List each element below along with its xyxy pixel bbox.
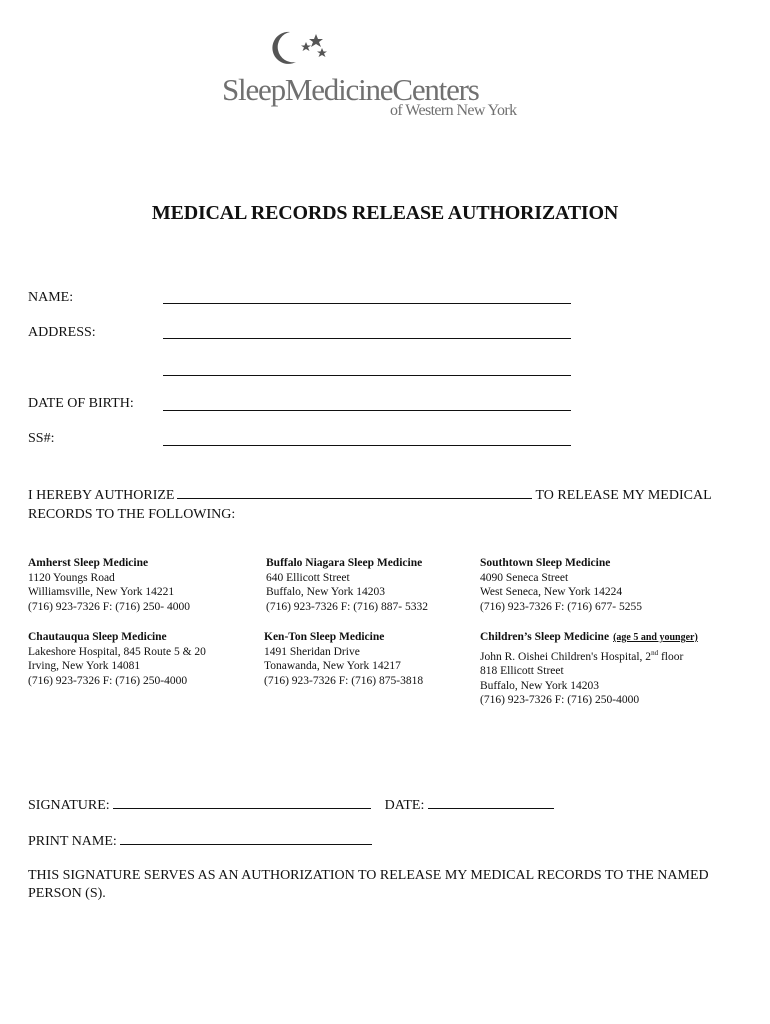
address-label: ADDRESS: <box>28 325 96 340</box>
signature-label: SIGNATURE: <box>28 798 110 813</box>
location-phone: (716) 923-7326 F: (716) 250- 4000 <box>28 600 190 613</box>
page-title: MEDICAL RECORDS RELEASE AUTHORIZATION <box>151 202 619 224</box>
location-phone: (716) 923-7326 F: (716) 250-4000 <box>480 694 640 707</box>
location-name: Chautauqua Sleep Medicine <box>28 631 167 643</box>
location-chautauqua <box>28 630 206 688</box>
location-ken-ton <box>264 630 423 688</box>
location-city: Buffalo, New York 14203 <box>266 586 385 599</box>
location-name: Amherst Sleep Medicine <box>28 557 149 569</box>
location-city: Williamsville, New York 14221 <box>28 586 175 599</box>
location-phone: (716) 923-7326 F: (716) 875-3818 <box>264 674 424 687</box>
authorize-suffix: TO RELEASE MY MEDICAL <box>535 488 712 503</box>
location-phone: (716) 923-7326 F: (716) 887- 5332 <box>266 600 428 613</box>
location-city: Irving, New York 14081 <box>28 660 141 673</box>
authorize-line2: RECORDS TO THE FOLLOWING: <box>28 507 236 522</box>
location-street: 4090 Seneca Street <box>480 571 569 584</box>
authorize-party-field[interactable] <box>177 485 532 499</box>
print-name-label: PRINT NAME: <box>28 834 117 849</box>
date-label: DATE: <box>384 798 425 813</box>
location-childrens <box>480 630 698 708</box>
ss-field[interactable] <box>163 445 571 446</box>
logo-wordmark: SleepMedicineCenters <box>222 72 479 107</box>
location-amherst <box>28 556 190 614</box>
authorize-statement <box>28 485 758 524</box>
location-name: Southtown Sleep Medicine <box>480 557 611 569</box>
location-street: 1491 Sheridan Drive <box>264 645 360 658</box>
moon-stars-icon <box>250 28 332 68</box>
location-street: Lakeshore Hospital, 845 Route 5 & 20 <box>28 645 206 658</box>
age-note: (age 5 and younger) <box>613 632 698 643</box>
location-street: 818 Ellicott Street <box>480 665 564 678</box>
location-street: 640 Ellicott Street <box>266 571 350 584</box>
location-buffalo-niagara <box>266 556 428 614</box>
authorization-statement: THIS SIGNATURE SERVES AS AN AUTHORIZATION TO RELEASE MY MEDICAL RECORDS TO THE NAMED PERSON (S). <box>28 868 709 901</box>
location-street: 1120 Youngs Road <box>28 571 115 584</box>
location-phone: (716) 923-7326 F: (716) 677- 5255 <box>480 600 642 613</box>
location-hospital: John R. Oishei Children's Hospital, 2nd floor <box>480 648 684 663</box>
location-city: West Seneca, New York 14224 <box>480 586 623 599</box>
signature-row <box>28 796 554 814</box>
location-name: Children’s Sleep Medicine <box>480 631 610 643</box>
signature-field[interactable] <box>113 796 371 809</box>
ss-label: SS#: <box>28 431 55 446</box>
logo-subtitle: of Western New York <box>390 102 517 119</box>
dob-field[interactable] <box>163 410 571 411</box>
print-name-field[interactable] <box>120 832 372 845</box>
location-city: Buffalo, New York 14203 <box>480 679 599 692</box>
location-city: Tonawanda, New York 14217 <box>264 660 401 673</box>
location-name: Ken-Ton Sleep Medicine <box>264 631 385 643</box>
authorize-prefix: I HEREBY AUTHORIZE <box>28 488 175 503</box>
dob-label: DATE OF BIRTH: <box>28 396 134 411</box>
name-label: NAME: <box>28 290 74 305</box>
date-field[interactable] <box>428 796 554 809</box>
print-name-row <box>28 832 372 850</box>
location-phone: (716) 923-7326 F: (716) 250-4000 <box>28 674 188 687</box>
address-field-line2[interactable] <box>163 375 571 376</box>
location-name: Buffalo Niagara Sleep Medicine <box>266 557 423 569</box>
logo <box>222 28 552 123</box>
location-southtown <box>480 556 642 614</box>
address-field-line1[interactable] <box>163 338 571 339</box>
name-field[interactable] <box>163 303 571 304</box>
